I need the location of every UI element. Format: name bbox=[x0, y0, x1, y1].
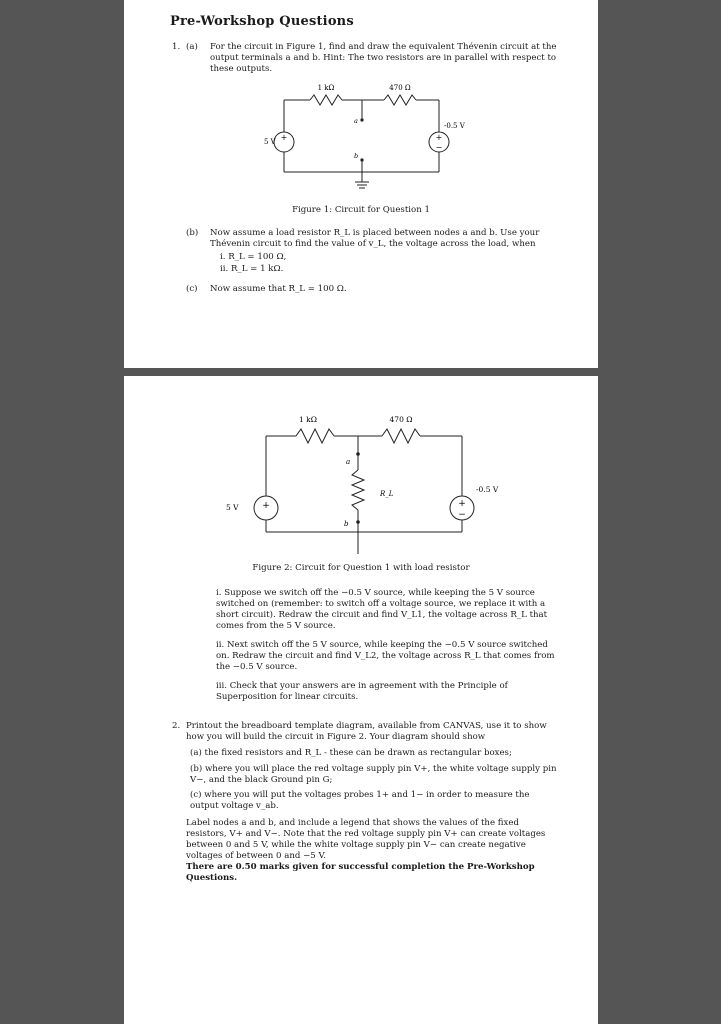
q2-a: (a) the fixed resistors and R_L - these can be drawn as rectangular boxes; bbox=[190, 748, 512, 758]
q2-b: (b) where you will place the red voltage supply pin V+, the white voltage supply pin V−, and the black Ground pin G; bbox=[190, 764, 557, 785]
fig2-minus-right: − bbox=[458, 510, 466, 520]
fig2-v-right: -0.5 V bbox=[476, 485, 499, 494]
q1c-label: (c) bbox=[186, 284, 198, 294]
fig1-node-a: a bbox=[354, 117, 358, 125]
q2-c: (c) where you will put the voltages probes 1+ and 1− in order to measure the output voltage v_ab. bbox=[190, 790, 530, 811]
q1c-iii: iii. Check that your answers are in agreement with the Principle of Superposition for linear circuits. bbox=[216, 681, 508, 702]
resistor-470 bbox=[384, 95, 416, 105]
fig2-plus-left: + bbox=[262, 501, 270, 511]
q1a-label: (a) bbox=[186, 42, 198, 52]
q1b-label: (b) bbox=[186, 228, 199, 238]
q1c-i: i. Suppose we switch off the −0.5 V source, while keeping the 5 V source switched on (remember: to switch off a voltage source, we replace it with a short circuit). Redraw the circuit and find V_L1, the voltage across R_L that comes from the 5 V source. bbox=[216, 588, 548, 631]
q2-number: 2. bbox=[172, 721, 181, 731]
fig1-plus-right: + bbox=[435, 133, 443, 142]
q1b-ii: ii. R_L = 1 kΩ. bbox=[220, 264, 284, 274]
fig2-r1-label: 1 kΩ bbox=[299, 415, 317, 424]
fig1-minus-right: − bbox=[435, 143, 443, 152]
page-1 bbox=[124, 0, 598, 368]
q1c-text: Now assume that R_L = 100 Ω. bbox=[210, 284, 347, 294]
fig1-v-right: -0.5 V bbox=[444, 122, 465, 130]
q2-label-text: Label nodes a and b, and include a legend that shows the values of the fixed resistors, V+ and V−. Note that the red voltage supply pin V+ can create voltages between 0 and 5 V, while the white voltage supply pin V− can create negative voltages of between 0 and −5 V. bbox=[186, 818, 546, 861]
fig2-plus-right: + bbox=[458, 499, 466, 509]
q1-number: 1. bbox=[172, 42, 181, 52]
fig1-plus-left: + bbox=[280, 133, 288, 142]
page-2 bbox=[124, 376, 598, 1024]
fig1-r1-label: 1 kΩ bbox=[317, 84, 335, 92]
fig2-node-b: b bbox=[344, 520, 349, 528]
load-resistor bbox=[352, 470, 364, 510]
resistor-1k bbox=[296, 429, 334, 443]
page-title: Pre-Workshop Questions bbox=[170, 14, 354, 29]
figure-2-circuit bbox=[220, 404, 520, 554]
q2-text: Printout the breadboard template diagram, available from CANVAS, use it to show how you will build the circuit in Figure 2. Your diagram should show bbox=[186, 721, 547, 742]
q1c-ii: ii. Next switch off the 5 V source, while keeping the −0.5 V source switched on. Redraw the circuit and find V_L2, the voltage across R_L that comes from the −0.5 V source. bbox=[216, 640, 555, 672]
fig1-r2-label: 470 Ω bbox=[389, 84, 411, 92]
figure-2-caption: Figure 2: Circuit for Question 1 with load resistor bbox=[252, 563, 470, 573]
resistor-1k bbox=[310, 95, 342, 105]
fig2-r2-label: 470 Ω bbox=[389, 415, 413, 424]
q1b-text: Now assume a load resistor R_L is placed between nodes a and b. Use your Thévenin circuit to find the value of v_L, the voltage across the load, when bbox=[210, 228, 540, 249]
fig1-node-b: b bbox=[354, 152, 359, 160]
figure-1-circuit bbox=[244, 80, 484, 200]
q2-marks: There are 0.50 marks given for successful completion the Pre-Workshop Questions. bbox=[186, 862, 535, 883]
resistor-470 bbox=[382, 429, 420, 443]
q1a-text: For the circuit in Figure 1, find and draw the equivalent Thévenin circuit at the output terminals a and b. Hint: The two resistors are in parallel with respect to these outputs. bbox=[210, 42, 557, 74]
fig2-rl-label: R_L bbox=[380, 490, 394, 498]
fig2-v-left: 5 V bbox=[226, 503, 239, 512]
fig2-node-a: a bbox=[346, 458, 351, 466]
fig1-v-left: 5 V bbox=[264, 138, 276, 146]
q1b-i: i. R_L = 100 Ω, bbox=[220, 252, 287, 262]
figure-1-caption: Figure 1: Circuit for Question 1 bbox=[292, 205, 430, 215]
